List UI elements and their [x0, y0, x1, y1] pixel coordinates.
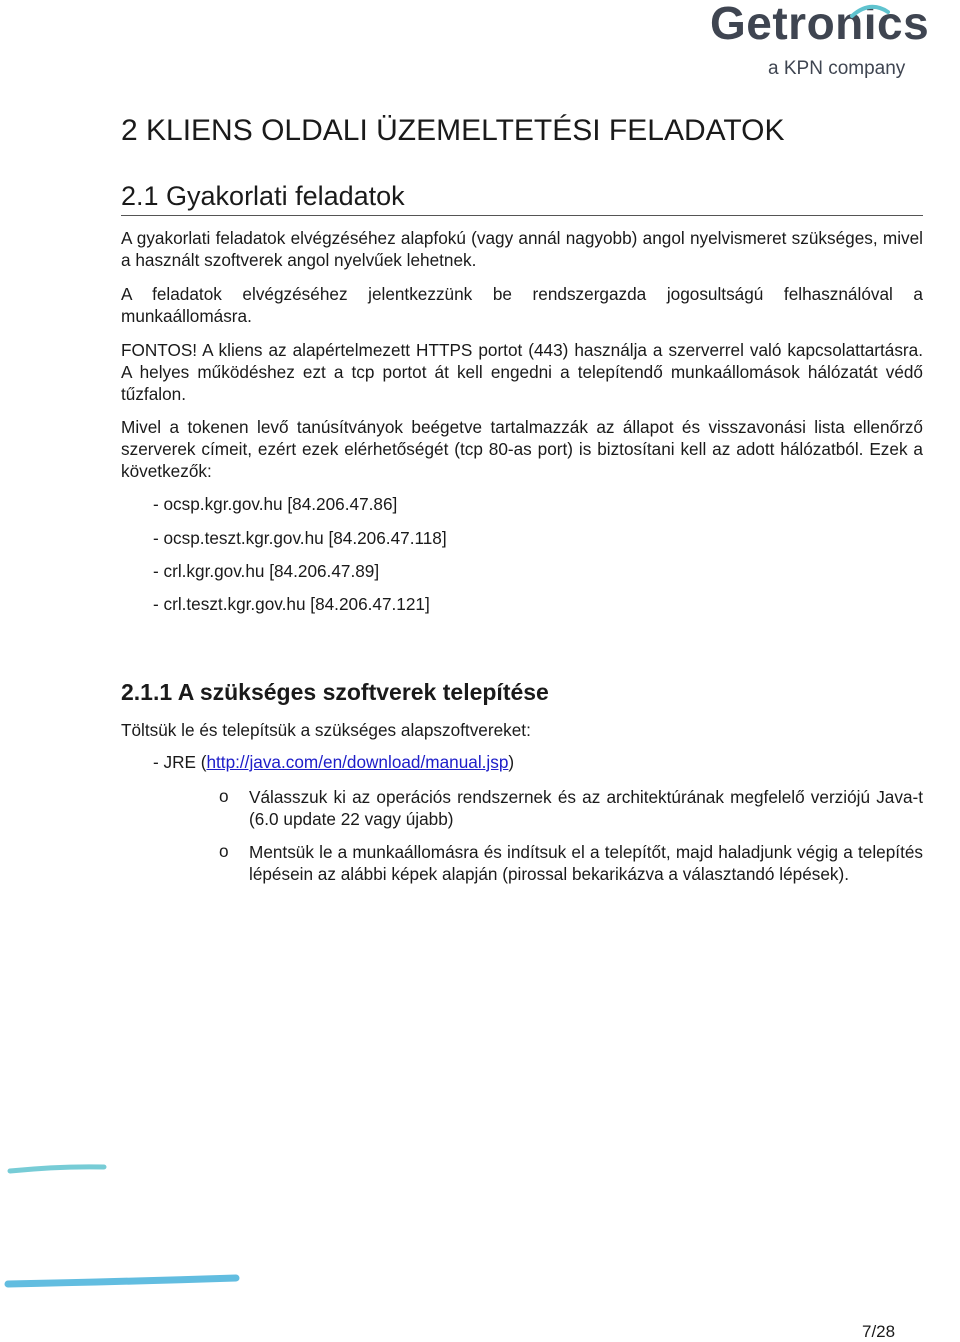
sub-item-choose-java: Válasszuk ki az operációs rendszernek és az architektúrának megfelelő verziójú Java-t (6.0 update 22 vagy újabb): [249, 787, 923, 829]
paragraph-english-requirement: A gyakorlati feladatok elvégzéséhez alapfokú (vagy annál nagyobb) angol nyelvismeret szükséges, mivel a használt szoftverek angol nyelvűek lehetnek.: [121, 228, 923, 270]
section-rule: [121, 215, 923, 216]
jre-list-item: [153, 752, 514, 773]
logo-brand: Getronics: [710, 0, 930, 49]
getronics-logo: [700, 0, 960, 90]
paragraph-admin-login: A feladatok elvégzéséhez jelentkezzünk be rendszergazda jogosultságú felhasználóval a munkaállomásra.: [121, 284, 923, 326]
section-heading: 2.1 Gyakorlati feladatok: [121, 181, 405, 211]
chapter-heading: 2 KLIENS OLDALI ÜZEMELTETÉSI FELADATOK: [121, 114, 785, 147]
footer-swoosh-icon: [0, 1270, 240, 1294]
server-list-item: - crl.teszt.kgr.gov.hu [84.206.47.121]: [153, 594, 430, 614]
sub-item-run-installer: Mentsük le a munkaállomásra és indítsuk el a telepítőt, majd haladjunk végig a telepítés lépésein az alábbi képek alapján (pirossal bekarikázva a választandó lépések).: [249, 842, 923, 884]
subsection-heading: 2.1.1 A szükséges szoftverek telepítése: [121, 679, 549, 705]
paragraph-server-access: Mivel a tokenen levő tanúsítványok beégetve tartalmazzák az állapot és visszavonási lista ellenőrző szerverek címeit, ezért ezek elérhetőségét (tcp 80-as port) is biztosítani kell az adott hálózatból. Ezek a következők:: [121, 417, 923, 481]
logo-swoosh-icon: [850, 2, 890, 22]
server-list-item: - ocsp.kgr.gov.hu [84.206.47.86]: [153, 494, 398, 514]
server-list-item: - ocsp.teszt.kgr.gov.hu [84.206.47.118]: [153, 528, 447, 548]
logo-tagline: a KPN company: [768, 58, 906, 79]
jre-suffix: ): [508, 752, 515, 772]
jre-prefix: - JRE (: [153, 752, 207, 772]
sub-bullet-marker: o: [219, 786, 229, 806]
page-number: 7/28: [862, 1322, 896, 1341]
jre-download-link[interactable]: http://java.com/en/download/manual.jsp: [206, 752, 509, 772]
paragraph-https-port: FONTOS! A kliens az alapértelmezett HTTPS portot (443) használja a szerverrel való kapcsolattartásra. A helyes működéshez ezt a tcp portot át kell engedni a telepítendő munkaállomások hálózatát védő tűzfalon.: [121, 340, 923, 404]
sub-bullet-marker: o: [219, 841, 229, 861]
server-list-item: - crl.kgr.gov.hu [84.206.47.89]: [153, 561, 380, 581]
install-intro: Töltsük le és telepítsük a szükséges alapszoftvereket:: [121, 720, 531, 740]
footer-swoosh-icon: [0, 1160, 110, 1180]
